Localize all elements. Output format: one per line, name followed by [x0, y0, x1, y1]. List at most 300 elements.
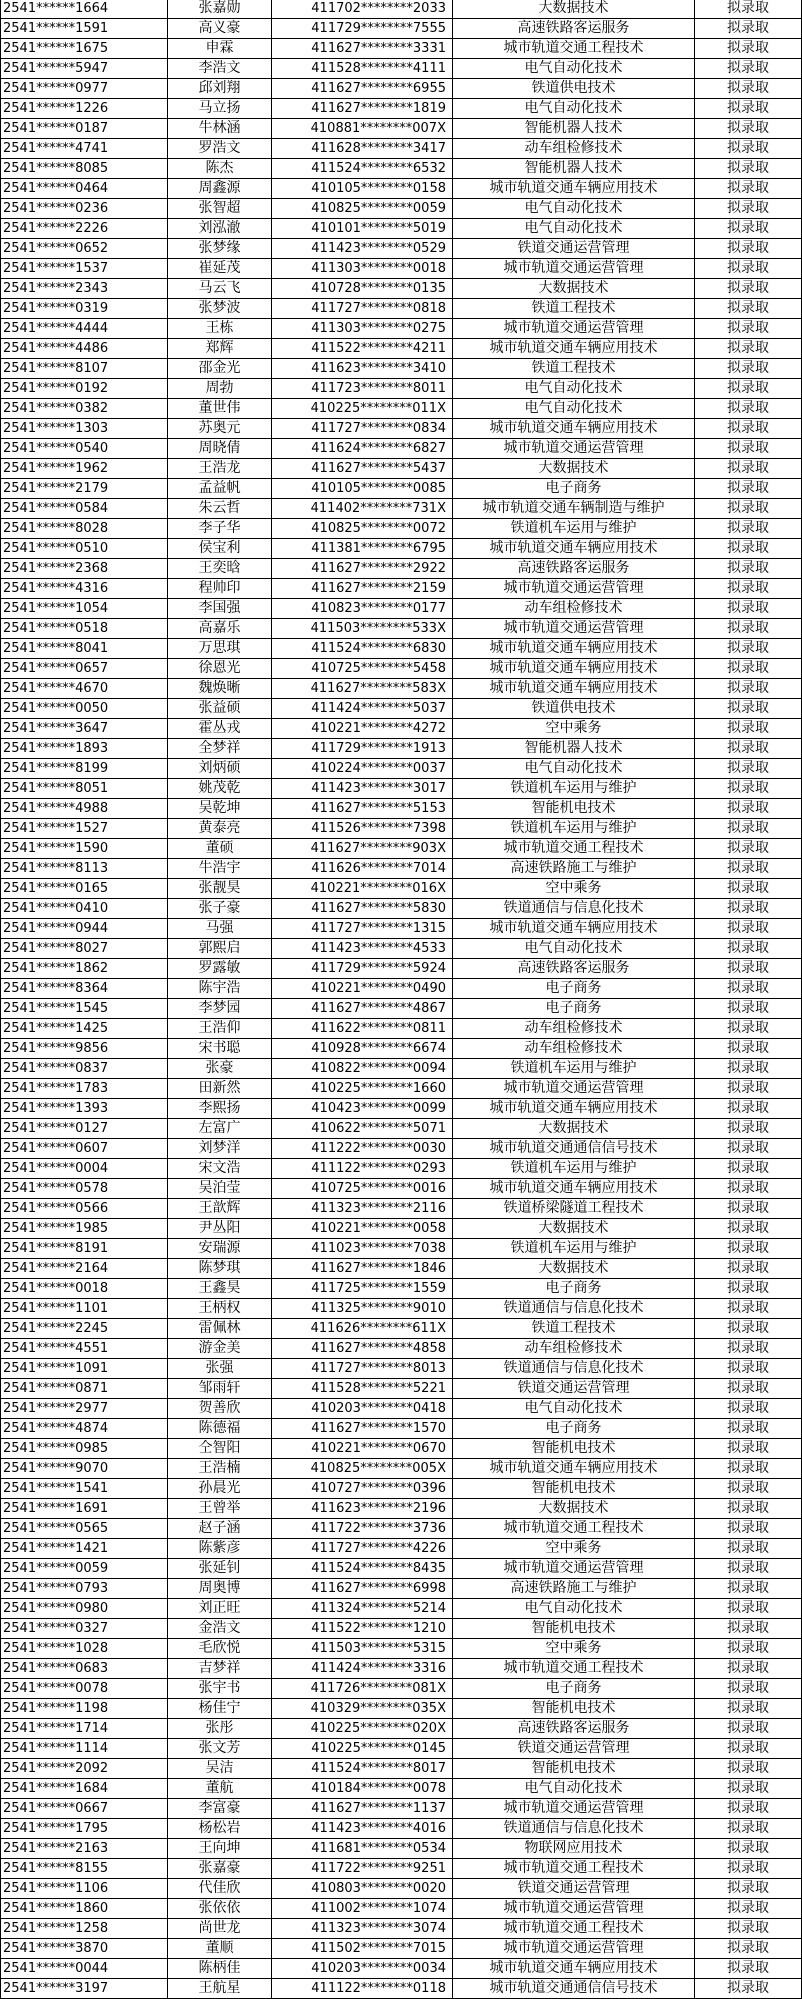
- table-row: [1, 1959, 802, 1979]
- admission-status-cell: 拟录取: [695, 1479, 802, 1499]
- major-cell: 城市轨道交通运营管理: [453, 1939, 695, 1959]
- major-cell: 大数据技术: [453, 1219, 695, 1239]
- id-card-cell: 411627********6998: [272, 1579, 453, 1599]
- id-card-cell: 411503********5315: [272, 1639, 453, 1659]
- student-name-cell: 霍丛戎: [168, 719, 272, 739]
- student-name-cell: 田新然: [168, 1079, 272, 1099]
- student-name-cell: 张宇书: [168, 1679, 272, 1699]
- exam-number-cell: 2541******8051: [1, 779, 168, 799]
- admission-status-cell: 拟录取: [695, 939, 802, 959]
- major-cell: 电子商务: [453, 999, 695, 1019]
- exam-number-cell: 2541******1425: [1, 1019, 168, 1039]
- student-name-cell: 宋文浩: [168, 1159, 272, 1179]
- student-name-cell: 董航: [168, 1779, 272, 1799]
- id-card-cell: 410105********0158: [272, 179, 453, 199]
- major-cell: 电气自动化技术: [453, 59, 695, 79]
- exam-number-cell: 2541******0652: [1, 239, 168, 259]
- id-card-cell: 411324********5214: [272, 1599, 453, 1619]
- major-cell: 智能机电技术: [453, 1759, 695, 1779]
- exam-number-cell: 2541******1393: [1, 1099, 168, 1119]
- admission-status-cell: 拟录取: [695, 1559, 802, 1579]
- table-row: [1, 179, 802, 199]
- major-cell: 高速铁路客运服务: [453, 19, 695, 39]
- major-cell: 铁道机车运用与维护: [453, 1059, 695, 1079]
- exam-number-cell: 2541******1795: [1, 1819, 168, 1839]
- student-name-cell: 安瑞源: [168, 1239, 272, 1259]
- id-card-cell: 411626********611X: [272, 1319, 453, 1339]
- student-name-cell: 马立扬: [168, 99, 272, 119]
- admission-status-cell: 拟录取: [695, 1299, 802, 1319]
- table-row: [1, 1699, 802, 1719]
- table-row: [1, 839, 802, 859]
- major-cell: 铁道机车运用与维护: [453, 519, 695, 539]
- table-row: [1, 1559, 802, 1579]
- student-name-cell: 王栋: [168, 319, 272, 339]
- table-row: [1, 1059, 802, 1079]
- id-card-cell: 411122********0293: [272, 1159, 453, 1179]
- student-name-cell: 吴乾坤: [168, 799, 272, 819]
- student-name-cell: 吴泊莹: [168, 1179, 272, 1199]
- exam-number-cell: 2541******2163: [1, 1839, 168, 1859]
- table-row: [1, 99, 802, 119]
- student-name-cell: 张依依: [168, 1899, 272, 1919]
- id-card-cell: 411402********731X: [272, 499, 453, 519]
- major-cell: 城市轨道交通车辆应用技术: [453, 1959, 695, 1979]
- admission-status-cell: 拟录取: [695, 519, 802, 539]
- id-card-cell: 411524********6532: [272, 159, 453, 179]
- exam-number-cell: 2541******4874: [1, 1419, 168, 1439]
- major-cell: 城市轨道交通车辆应用技术: [453, 659, 695, 679]
- admission-status-cell: 拟录取: [695, 579, 802, 599]
- exam-number-cell: 2541******0977: [1, 79, 168, 99]
- student-name-cell: 吴洁: [168, 1759, 272, 1779]
- id-card-cell: 411626********7014: [272, 859, 453, 879]
- exam-number-cell: 2541******0584: [1, 499, 168, 519]
- exam-number-cell: 2541******0985: [1, 1439, 168, 1459]
- exam-number-cell: 2541******0319: [1, 299, 168, 319]
- table-row: [1, 559, 802, 579]
- id-card-cell: 410225********011X: [272, 399, 453, 419]
- major-cell: 城市轨道交通运营管理: [453, 1899, 695, 1919]
- student-name-cell: 申霖: [168, 39, 272, 59]
- major-cell: 城市轨道交通通信信号技术: [453, 1139, 695, 1159]
- major-cell: 铁道机车运用与维护: [453, 1239, 695, 1259]
- table-row: [1, 879, 802, 899]
- student-name-cell: 张智超: [168, 199, 272, 219]
- major-cell: 电气自动化技术: [453, 1779, 695, 1799]
- table-row: [1, 419, 802, 439]
- table-row: [1, 719, 802, 739]
- exam-number-cell: 2541******4988: [1, 799, 168, 819]
- student-name-cell: 张梦波: [168, 299, 272, 319]
- table-row: [1, 279, 802, 299]
- id-card-cell: 411627********903X: [272, 839, 453, 859]
- major-cell: 铁道交通运营管理: [453, 1739, 695, 1759]
- table-row: [1, 1799, 802, 1819]
- major-cell: 大数据技术: [453, 0, 695, 19]
- admission-status-cell: 拟录取: [695, 1159, 802, 1179]
- id-card-cell: 410881********007X: [272, 119, 453, 139]
- exam-number-cell: 2541******1114: [1, 1739, 168, 1759]
- admission-status-cell: 拟录取: [695, 39, 802, 59]
- exam-number-cell: 2541******0578: [1, 1179, 168, 1199]
- table-row: [1, 1599, 802, 1619]
- admission-status-cell: 拟录取: [695, 359, 802, 379]
- admission-status-cell: 拟录取: [695, 1519, 802, 1539]
- admission-status-cell: 拟录取: [695, 679, 802, 699]
- major-cell: 智能机器人技术: [453, 119, 695, 139]
- student-name-cell: 郭熙启: [168, 939, 272, 959]
- exam-number-cell: 2541******3197: [1, 1979, 168, 1999]
- admission-status-cell: 拟录取: [695, 759, 802, 779]
- admission-status-cell: 拟录取: [695, 299, 802, 319]
- exam-number-cell: 2541******2245: [1, 1319, 168, 1339]
- table-row: [1, 1579, 802, 1599]
- table-row: [1, 939, 802, 959]
- table-row: [1, 519, 802, 539]
- admission-status-cell: 拟录取: [695, 1379, 802, 1399]
- admission-status-cell: 拟录取: [695, 1279, 802, 1299]
- table-row: [1, 1379, 802, 1399]
- major-cell: 高速铁路施工与维护: [453, 1579, 695, 1599]
- admission-status-cell: 拟录取: [695, 339, 802, 359]
- admission-status-cell: 拟录取: [695, 1499, 802, 1519]
- major-cell: 城市轨道交通运营管理: [453, 619, 695, 639]
- id-card-cell: 411722********3736: [272, 1519, 453, 1539]
- admission-status-cell: 拟录取: [695, 1859, 802, 1879]
- student-name-cell: 王鑫昊: [168, 1279, 272, 1299]
- major-cell: 空中乘务: [453, 719, 695, 739]
- table-row: [1, 379, 802, 399]
- id-card-cell: 410928********6674: [272, 1039, 453, 1059]
- admission-status-cell: 拟录取: [695, 1459, 802, 1479]
- student-name-cell: 张梦缘: [168, 239, 272, 259]
- exam-number-cell: 2541******0004: [1, 1159, 168, 1179]
- table-row: [1, 739, 802, 759]
- exam-number-cell: 2541******1714: [1, 1719, 168, 1739]
- id-card-cell: 410225********1660: [272, 1079, 453, 1099]
- admission-status-cell: 拟录取: [695, 999, 802, 1019]
- major-cell: 城市轨道交通运营管理: [453, 579, 695, 599]
- exam-number-cell: 2541******1985: [1, 1219, 168, 1239]
- exam-number-cell: 2541******1664: [1, 0, 168, 19]
- admission-status-cell: 拟录取: [695, 1599, 802, 1619]
- id-card-cell: 411325********9010: [272, 1299, 453, 1319]
- table-row: [1, 259, 802, 279]
- table-row: [1, 1099, 802, 1119]
- id-card-cell: 411622********0811: [272, 1019, 453, 1039]
- id-card-cell: 411627********1137: [272, 1799, 453, 1819]
- id-card-cell: 411522********4211: [272, 339, 453, 359]
- id-card-cell: 410221********0058: [272, 1219, 453, 1239]
- major-cell: 电子商务: [453, 479, 695, 499]
- exam-number-cell: 2541******8107: [1, 359, 168, 379]
- exam-number-cell: 2541******3870: [1, 1939, 168, 1959]
- id-card-cell: 411627********4867: [272, 999, 453, 1019]
- major-cell: 城市轨道交通工程技术: [453, 1519, 695, 1539]
- id-card-cell: 411381********6795: [272, 539, 453, 559]
- table-row: [1, 859, 802, 879]
- table-row: [1, 1319, 802, 1339]
- exam-number-cell: 2541******1684: [1, 1779, 168, 1799]
- major-cell: 铁道机车运用与维护: [453, 1159, 695, 1179]
- student-name-cell: 尚世龙: [168, 1919, 272, 1939]
- exam-number-cell: 2541******2977: [1, 1399, 168, 1419]
- table-row: [1, 1339, 802, 1359]
- student-name-cell: 刘炳硕: [168, 759, 272, 779]
- major-cell: 动车组检修技术: [453, 1019, 695, 1039]
- student-name-cell: 高嘉乐: [168, 619, 272, 639]
- id-card-cell: 411323********3074: [272, 1919, 453, 1939]
- major-cell: 大数据技术: [453, 1259, 695, 1279]
- admission-status-cell: 拟录取: [695, 479, 802, 499]
- admission-status-cell: 拟录取: [695, 159, 802, 179]
- exam-number-cell: 2541******0980: [1, 1599, 168, 1619]
- student-name-cell: 万思琪: [168, 639, 272, 659]
- student-name-cell: 金浩文: [168, 1619, 272, 1639]
- id-card-cell: 411623********2196: [272, 1499, 453, 1519]
- exam-number-cell: 2541******0127: [1, 1119, 168, 1139]
- id-card-cell: 411522********1210: [272, 1619, 453, 1639]
- major-cell: 铁道供电技术: [453, 79, 695, 99]
- id-card-cell: 411627********5153: [272, 799, 453, 819]
- student-name-cell: 张强: [168, 1359, 272, 1379]
- id-card-cell: 411524********8435: [272, 1559, 453, 1579]
- student-name-cell: 王奕晗: [168, 559, 272, 579]
- admission-status-cell: 拟录取: [695, 879, 802, 899]
- table-row: [1, 1159, 802, 1179]
- exam-number-cell: 2541******0607: [1, 1139, 168, 1159]
- exam-number-cell: 2541******9856: [1, 1039, 168, 1059]
- admission-status-cell: 拟录取: [695, 499, 802, 519]
- id-card-cell: 410728********0135: [272, 279, 453, 299]
- admission-status-cell: 拟录取: [695, 219, 802, 239]
- table-row: [1, 679, 802, 699]
- id-card-cell: 410225********020X: [272, 1719, 453, 1739]
- major-cell: 智能机电技术: [453, 1619, 695, 1639]
- exam-number-cell: 2541******0410: [1, 899, 168, 919]
- id-card-cell: 410725********0016: [272, 1179, 453, 1199]
- major-cell: 高速铁路客运服务: [453, 1719, 695, 1739]
- major-cell: 电子商务: [453, 1419, 695, 1439]
- id-card-cell: 411623********3410: [272, 359, 453, 379]
- major-cell: 铁道工程技术: [453, 299, 695, 319]
- student-name-cell: 游金美: [168, 1339, 272, 1359]
- exam-number-cell: 2541******1590: [1, 839, 168, 859]
- student-name-cell: 徐恩光: [168, 659, 272, 679]
- major-cell: 动车组检修技术: [453, 599, 695, 619]
- exam-number-cell: 2541******0518: [1, 619, 168, 639]
- table-row: [1, 1459, 802, 1479]
- student-name-cell: 邱刘翔: [168, 79, 272, 99]
- admission-status-cell: 拟录取: [695, 659, 802, 679]
- major-cell: 动车组检修技术: [453, 139, 695, 159]
- major-cell: 高速铁路客运服务: [453, 559, 695, 579]
- major-cell: 铁道通信与信息化技术: [453, 1299, 695, 1319]
- student-name-cell: 马云飞: [168, 279, 272, 299]
- major-cell: 电气自动化技术: [453, 219, 695, 239]
- id-card-cell: 411424********5037: [272, 699, 453, 719]
- exam-number-cell: 2541******8027: [1, 939, 168, 959]
- major-cell: 动车组检修技术: [453, 1039, 695, 1059]
- student-name-cell: 牛浩宇: [168, 859, 272, 879]
- exam-number-cell: 2541******8028: [1, 519, 168, 539]
- exam-number-cell: 2541******4741: [1, 139, 168, 159]
- major-cell: 城市轨道交通运营管理: [453, 259, 695, 279]
- exam-number-cell: 2541******4444: [1, 319, 168, 339]
- table-row: [1, 1219, 802, 1239]
- exam-number-cell: 2541******8155: [1, 1859, 168, 1879]
- exam-number-cell: 2541******1258: [1, 1919, 168, 1939]
- student-name-cell: 董世伟: [168, 399, 272, 419]
- admission-status-cell: 拟录取: [695, 1959, 802, 1979]
- admission-status-cell: 拟录取: [695, 739, 802, 759]
- major-cell: 铁道桥梁隧道工程技术: [453, 1199, 695, 1219]
- table-row: [1, 219, 802, 239]
- major-cell: 城市轨道交通工程技术: [453, 1659, 695, 1679]
- major-cell: 城市轨道交通车辆应用技术: [453, 419, 695, 439]
- table-row: [1, 1519, 802, 1539]
- exam-number-cell: 2541******3647: [1, 719, 168, 739]
- admission-status-cell: 拟录取: [695, 319, 802, 339]
- major-cell: 高速铁路客运服务: [453, 959, 695, 979]
- exam-number-cell: 2541******0165: [1, 879, 168, 899]
- student-name-cell: 雷佩林: [168, 1319, 272, 1339]
- table-row: [1, 499, 802, 519]
- student-name-cell: 张靓昊: [168, 879, 272, 899]
- id-card-cell: 410225********0145: [272, 1739, 453, 1759]
- exam-number-cell: 2541******8191: [1, 1239, 168, 1259]
- exam-number-cell: 2541******0044: [1, 1959, 168, 1979]
- table-row: [1, 479, 802, 499]
- major-cell: 电子商务: [453, 1279, 695, 1299]
- admission-status-cell: 拟录取: [695, 1899, 802, 1919]
- table-row: [1, 1919, 802, 1939]
- exam-number-cell: 2541******0667: [1, 1799, 168, 1819]
- id-card-cell: 411727********1315: [272, 919, 453, 939]
- id-card-cell: 411503********533X: [272, 619, 453, 639]
- admission-status-cell: 拟录取: [695, 1239, 802, 1259]
- admission-list-body: [1, 0, 802, 1999]
- id-card-cell: 410221********4272: [272, 719, 453, 739]
- id-card-cell: 411627********1846: [272, 1259, 453, 1279]
- student-name-cell: 吉梦祥: [168, 1659, 272, 1679]
- table-row: [1, 1539, 802, 1559]
- exam-number-cell: 2541******0566: [1, 1199, 168, 1219]
- id-card-cell: 411729********5924: [272, 959, 453, 979]
- table-row: [1, 1079, 802, 1099]
- id-card-cell: 411323********2116: [272, 1199, 453, 1219]
- exam-number-cell: 2541******0565: [1, 1519, 168, 1539]
- id-card-cell: 410423********0099: [272, 1099, 453, 1119]
- id-card-cell: 411222********0030: [272, 1139, 453, 1159]
- id-card-cell: 411524********8017: [272, 1759, 453, 1779]
- exam-number-cell: 2541******0059: [1, 1559, 168, 1579]
- student-name-cell: 陈德福: [168, 1419, 272, 1439]
- table-row: [1, 0, 802, 19]
- id-card-cell: 410825********0072: [272, 519, 453, 539]
- student-name-cell: 黄泰亮: [168, 819, 272, 839]
- admission-status-cell: 拟录取: [695, 1439, 802, 1459]
- table-row: [1, 319, 802, 339]
- student-name-cell: 朱云哲: [168, 499, 272, 519]
- exam-number-cell: 2541******1226: [1, 99, 168, 119]
- table-row: [1, 1019, 802, 1039]
- exam-number-cell: 2541******0510: [1, 539, 168, 559]
- admission-status-cell: 拟录取: [695, 699, 802, 719]
- student-name-cell: 尹丛阳: [168, 1219, 272, 1239]
- major-cell: 智能机器人技术: [453, 739, 695, 759]
- exam-number-cell: 2541******2179: [1, 479, 168, 499]
- major-cell: 高速铁路施工与维护: [453, 859, 695, 879]
- admission-status-cell: 拟录取: [695, 559, 802, 579]
- student-name-cell: 董硕: [168, 839, 272, 859]
- admission-status-cell: 拟录取: [695, 1119, 802, 1139]
- student-name-cell: 张益硕: [168, 699, 272, 719]
- admission-status-cell: 拟录取: [695, 1319, 802, 1339]
- exam-number-cell: 2541******4551: [1, 1339, 168, 1359]
- student-name-cell: 李梦园: [168, 999, 272, 1019]
- id-card-cell: 411424********3316: [272, 1659, 453, 1679]
- student-name-cell: 刘泓澈: [168, 219, 272, 239]
- table-row: [1, 919, 802, 939]
- exam-number-cell: 2541******0540: [1, 439, 168, 459]
- major-cell: 空中乘务: [453, 1539, 695, 1559]
- exam-number-cell: 2541******2226: [1, 219, 168, 239]
- student-name-cell: 郑辉: [168, 339, 272, 359]
- admission-status-cell: 拟录取: [695, 1819, 802, 1839]
- student-name-cell: 杨佳宁: [168, 1699, 272, 1719]
- id-card-cell: 411725********1559: [272, 1279, 453, 1299]
- id-card-cell: 411303********0018: [272, 259, 453, 279]
- student-name-cell: 王柄权: [168, 1299, 272, 1319]
- major-cell: 大数据技术: [453, 1499, 695, 1519]
- major-cell: 铁道工程技术: [453, 359, 695, 379]
- exam-number-cell: 2541******2368: [1, 559, 168, 579]
- exam-number-cell: 2541******1091: [1, 1359, 168, 1379]
- table-row: [1, 199, 802, 219]
- table-row: [1, 1839, 802, 1859]
- major-cell: 城市轨道交通通信信号技术: [453, 1979, 695, 1999]
- student-name-cell: 张延钊: [168, 1559, 272, 1579]
- table-row: [1, 539, 802, 559]
- admission-status-cell: 拟录取: [695, 1419, 802, 1439]
- exam-number-cell: 2541******8085: [1, 159, 168, 179]
- id-card-cell: 410203********0034: [272, 1959, 453, 1979]
- admission-status-cell: 拟录取: [695, 379, 802, 399]
- student-name-cell: 左富广: [168, 1119, 272, 1139]
- exam-number-cell: 2541******8113: [1, 859, 168, 879]
- admission-status-cell: 拟录取: [695, 1619, 802, 1639]
- student-name-cell: 杨松岩: [168, 1819, 272, 1839]
- table-row: [1, 1259, 802, 1279]
- major-cell: 电子商务: [453, 1679, 695, 1699]
- student-name-cell: 周奥博: [168, 1579, 272, 1599]
- major-cell: 智能机器人技术: [453, 159, 695, 179]
- admission-status-cell: 拟录取: [695, 59, 802, 79]
- admission-status-cell: 拟录取: [695, 139, 802, 159]
- exam-number-cell: 2541******0327: [1, 1619, 168, 1639]
- admission-status-cell: 拟录取: [695, 1179, 802, 1199]
- exam-number-cell: 2541******1675: [1, 39, 168, 59]
- student-name-cell: 牛林涵: [168, 119, 272, 139]
- major-cell: 电气自动化技术: [453, 759, 695, 779]
- id-card-cell: 411002********1074: [272, 1899, 453, 1919]
- admission-status-cell: 拟录取: [695, 1019, 802, 1039]
- student-name-cell: 贺善欣: [168, 1399, 272, 1419]
- table-row: [1, 1759, 802, 1779]
- table-row: [1, 1619, 802, 1639]
